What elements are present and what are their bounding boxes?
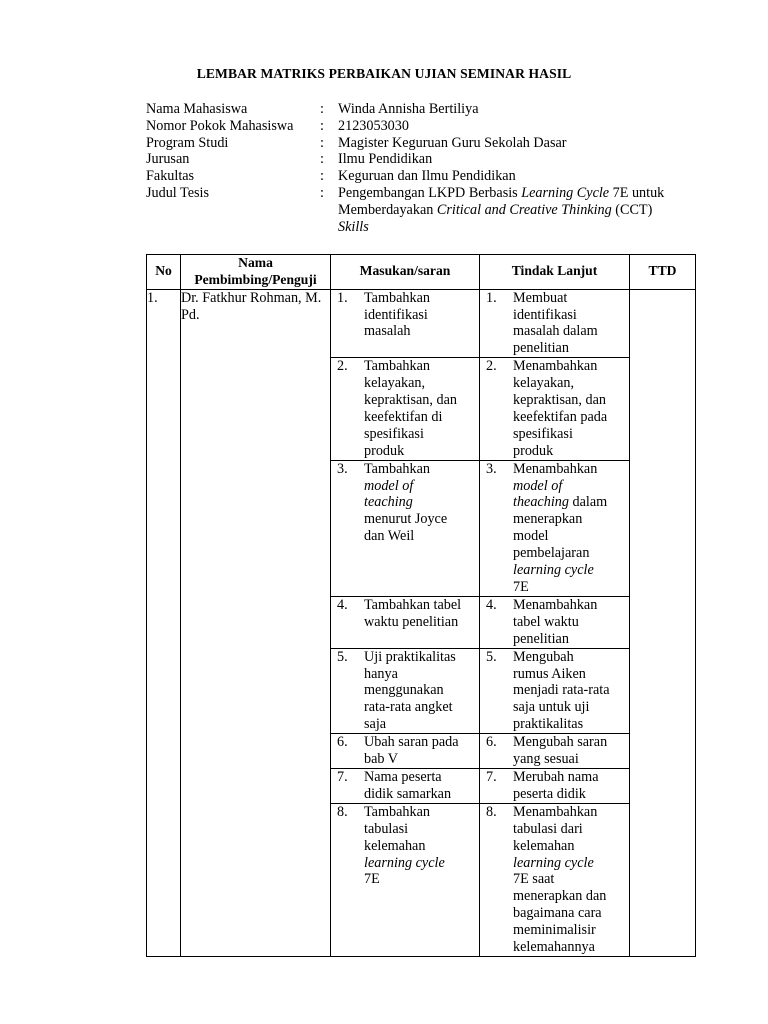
document-title: LEMBAR MATRIKS PERBAIKAN UJIAN SEMINAR HASIL <box>196 66 572 81</box>
item-line <box>364 666 477 683</box>
item-number: 3. <box>486 460 497 477</box>
item-line <box>364 461 477 478</box>
item-line <box>513 426 627 443</box>
header-no: No <box>147 255 181 290</box>
item-line <box>513 375 627 392</box>
cell-follow-up <box>480 358 630 460</box>
item-segment: masalah <box>364 323 411 340</box>
cell-follow-up <box>480 460 630 596</box>
info-row-npm <box>146 118 688 135</box>
item-segment: Menambahkan <box>513 803 598 820</box>
item-line <box>364 682 477 699</box>
thesis-title-part: Pengembangan LKPD Berbasis <box>338 184 522 201</box>
cell-input <box>331 803 480 956</box>
item-text <box>513 597 627 648</box>
item <box>480 597 629 648</box>
cell-input <box>331 734 480 769</box>
info-colon: : <box>320 184 324 201</box>
info-value: 2123053030 <box>338 117 409 134</box>
info-label: Program Studi <box>146 134 229 151</box>
item-text <box>513 804 627 956</box>
item-line <box>513 494 627 511</box>
info-colon: : <box>320 117 324 134</box>
info-label: Jurusan <box>146 151 190 168</box>
item-line <box>513 838 627 855</box>
cell-follow-up <box>480 648 630 734</box>
item-segment: keefektifan di <box>364 408 443 425</box>
item-line <box>364 821 477 838</box>
item-segment: identifikasi <box>364 306 428 323</box>
item-segment: model <box>513 528 549 545</box>
item-segment: kepraktisan, dan <box>364 392 457 409</box>
item-segment: Tambahkan <box>364 289 430 306</box>
cell-examiner-name: Dr. Fatkhur Rohman, M. Pd. <box>181 289 331 956</box>
header-follow-up: Tindak Lanjut <box>480 255 630 290</box>
cell-no: 1. <box>147 289 181 956</box>
item-number: 1. <box>337 289 348 306</box>
info-label: Nama Mahasiswa <box>146 101 248 117</box>
item-line <box>513 409 627 426</box>
item-line <box>364 528 477 545</box>
item-segment: Ubah saran pada <box>364 734 459 751</box>
item-segment: kelayakan, <box>364 375 426 392</box>
item-segment: Menambahkan <box>513 460 598 477</box>
item-line <box>513 614 627 631</box>
item-segment: model of <box>364 477 414 494</box>
thesis-title-part: Learning Cycle <box>521 184 610 201</box>
thesis-title-part: Skills <box>338 218 369 235</box>
info-colon: : <box>320 151 324 168</box>
item-line <box>364 804 477 821</box>
cell-input <box>331 289 480 358</box>
item-segment: Tambahkan <box>364 358 430 375</box>
info-value: Keguruan dan Ilmu Pendidikan <box>338 168 516 185</box>
item-line <box>513 649 627 666</box>
item-line <box>364 358 477 375</box>
item-number: 1. <box>486 289 497 306</box>
info-value: Ilmu Pendidikan <box>338 151 433 168</box>
item-line <box>513 562 627 579</box>
info-row-faculty <box>146 168 688 185</box>
item-segment: model of <box>513 477 563 494</box>
thesis-title-part: Critical and Creative Thinking <box>436 201 612 218</box>
item <box>331 597 479 631</box>
item-line <box>513 821 627 838</box>
info-value: Winda Annisha Bertiliya <box>338 101 479 117</box>
item-line <box>513 804 627 821</box>
item-text <box>364 649 477 734</box>
item-line <box>364 751 477 768</box>
info-row-department <box>146 151 688 168</box>
item-line <box>364 494 477 511</box>
header-ttd: TTD <box>630 255 696 290</box>
item <box>331 358 479 459</box>
info-row-thesis-title <box>146 185 688 235</box>
item-line <box>513 855 627 872</box>
item-line <box>513 734 627 751</box>
item-segment: Uji praktikalitas <box>364 648 456 665</box>
thesis-title-part: 7E untuk Memberdayakan <box>338 184 665 218</box>
item-line <box>513 307 627 324</box>
item-line <box>513 461 627 478</box>
item <box>331 769 479 803</box>
item-segment: menggunakan <box>364 682 444 699</box>
item-line <box>364 716 477 733</box>
item <box>331 804 479 889</box>
item-segment: produk <box>364 442 405 459</box>
item-segment: tabulasi dari <box>513 820 583 837</box>
item-segment: produk <box>513 442 554 459</box>
item-line <box>364 855 477 872</box>
item-line <box>513 579 627 596</box>
thesis-title-value <box>338 185 680 235</box>
item-number: 8. <box>337 803 348 820</box>
item-line <box>513 511 627 528</box>
item-segment: bagaimana cara <box>513 905 602 922</box>
item-text <box>364 290 477 341</box>
item-line <box>364 409 477 426</box>
item <box>331 734 479 768</box>
item-segment: kelemahan <box>364 837 426 854</box>
item-line <box>513 597 627 614</box>
info-label: Nomor Pokok Mahasiswa <box>146 117 294 134</box>
item-segment: teaching <box>364 494 413 511</box>
item-number: 4. <box>337 596 348 613</box>
item <box>480 804 629 956</box>
thesis-title-part: (CCT) <box>611 201 653 218</box>
item-segment: pembelajaran <box>513 545 590 562</box>
item <box>331 290 479 341</box>
item-line <box>513 922 627 939</box>
item-segment: Nama peserta <box>364 768 442 785</box>
item-segment: 7E saat <box>513 871 555 888</box>
cell-input <box>331 648 480 734</box>
item-line <box>364 786 477 803</box>
cell-follow-up <box>480 596 630 648</box>
item-segment: penelitian <box>513 630 569 647</box>
item-line <box>513 769 627 786</box>
item-line <box>364 614 477 631</box>
item-line <box>513 786 627 803</box>
item <box>480 734 629 768</box>
item-segment: bab V <box>364 751 399 768</box>
item-segment: praktikalitas <box>513 716 584 733</box>
item-line <box>364 443 477 460</box>
item-segment: Menambahkan <box>513 358 598 375</box>
item-text <box>364 358 477 459</box>
info-label: Fakultas <box>146 168 195 185</box>
item-segment: learning cycle <box>513 854 594 871</box>
item-segment: hanya <box>364 665 398 682</box>
item-text <box>364 734 477 768</box>
item-segment: kelemahannya <box>513 939 595 956</box>
cell-follow-up <box>480 289 630 358</box>
item-line <box>364 699 477 716</box>
item-segment: Mengubah <box>513 648 574 665</box>
item-segment: didik samarkan <box>364 785 452 802</box>
item-segment: learning cycle <box>513 562 594 579</box>
info-colon: : <box>320 168 324 185</box>
item <box>480 290 629 358</box>
item-number: 3. <box>337 460 348 477</box>
item-segment: Tambahkan <box>364 460 430 477</box>
item-number: 2. <box>486 358 497 375</box>
revision-matrix-table <box>146 254 696 957</box>
cell-input <box>331 768 480 803</box>
item-number: 6. <box>486 734 497 751</box>
info-value: Magister Keguruan Guru Sekolah Dasar <box>338 134 567 151</box>
item-segment: kelayakan, <box>513 375 575 392</box>
item-line <box>513 443 627 460</box>
item-line <box>513 666 627 683</box>
item-segment: learning cycle <box>364 854 445 871</box>
item-line <box>513 939 627 956</box>
item-line <box>513 682 627 699</box>
item-segment: meminimalisir <box>513 922 596 939</box>
item-segment: 7E <box>513 579 529 595</box>
item-number: 2. <box>337 358 348 375</box>
item-line <box>513 751 627 768</box>
item-line <box>513 545 627 562</box>
cell-input <box>331 460 480 596</box>
item-segment: tabulasi <box>364 820 409 837</box>
item-line <box>364 307 477 324</box>
item-segment: Menambahkan <box>513 596 598 613</box>
item-text <box>513 769 627 803</box>
item-number: 8. <box>486 803 497 820</box>
item <box>480 358 629 459</box>
item-line <box>364 323 477 340</box>
item-number: 4. <box>486 596 497 613</box>
item-segment: saja untuk uji <box>513 699 590 716</box>
item-text <box>364 597 477 631</box>
item-line <box>364 734 477 751</box>
item-line <box>364 871 477 888</box>
item-line <box>513 905 627 922</box>
item-line <box>513 290 627 307</box>
item-line <box>513 392 627 409</box>
item-segment: rata-rata angket <box>364 699 453 716</box>
item-number: 6. <box>337 734 348 751</box>
item-segment: menjadi rata-rata <box>513 682 610 699</box>
item-number: 7. <box>337 768 348 785</box>
item-text <box>364 769 477 803</box>
header-examiner: Nama Pembimbing/Penguji <box>181 255 331 290</box>
item-line <box>513 699 627 716</box>
item-segment: tabel waktu <box>513 613 579 630</box>
item-line <box>513 323 627 340</box>
item-segment: identifikasi <box>513 306 577 323</box>
item-text <box>364 804 477 889</box>
item-segment: Membuat <box>513 289 568 306</box>
item <box>480 769 629 803</box>
cell-follow-up <box>480 768 630 803</box>
cell-ttd <box>630 289 696 956</box>
info-colon: : <box>320 101 324 117</box>
item-segment: Tambahkan <box>364 803 430 820</box>
item-line <box>364 426 477 443</box>
item-line <box>364 511 477 528</box>
info-colon: : <box>320 134 324 151</box>
item <box>480 461 629 596</box>
table-header-row <box>147 255 696 290</box>
item-segment: peserta didik <box>513 785 586 802</box>
item-line <box>513 340 627 357</box>
item-segment: spesifikasi <box>513 425 573 442</box>
item-segment: kepraktisan, dan <box>513 392 606 409</box>
student-info <box>146 101 688 235</box>
item-segment: rumus Aiken <box>513 665 586 682</box>
item-segment: saja <box>364 716 387 733</box>
item-segment: dalam <box>568 494 608 511</box>
item-segment: masalah dalam <box>513 323 598 340</box>
item-segment: menerapkan <box>513 511 583 528</box>
item-line <box>364 649 477 666</box>
info-label: Judul Tesis <box>146 184 209 201</box>
item <box>331 649 479 734</box>
item-line <box>364 597 477 614</box>
item-line <box>364 478 477 495</box>
item-line <box>364 838 477 855</box>
item-segment: waktu penelitian <box>364 613 459 630</box>
table-row <box>147 289 696 358</box>
item-segment: spesifikasi <box>364 425 424 442</box>
cell-follow-up <box>480 803 630 956</box>
item-text <box>513 461 627 596</box>
item-number: 5. <box>486 648 497 665</box>
item-text <box>513 649 627 734</box>
item-segment: kelemahan <box>513 837 575 854</box>
item-line <box>513 358 627 375</box>
item-line <box>364 290 477 307</box>
item-text <box>513 358 627 459</box>
item-segment: menurut Joyce <box>364 511 448 528</box>
item-line <box>513 528 627 545</box>
item-segment: dan Weil <box>364 528 415 545</box>
header-input: Masukan/saran <box>331 255 480 290</box>
item-text <box>513 290 627 358</box>
item <box>480 649 629 734</box>
cell-input <box>331 596 480 648</box>
item-line <box>364 375 477 392</box>
item-segment: 7E <box>364 871 380 888</box>
item-line <box>513 888 627 905</box>
item-number: 5. <box>337 648 348 665</box>
item-line <box>364 392 477 409</box>
item-segment: keefektifan pada <box>513 408 608 425</box>
item-segment: Merubah nama <box>513 768 599 785</box>
item-text <box>513 734 627 768</box>
item-segment: yang sesuai <box>513 751 579 768</box>
cell-follow-up <box>480 734 630 769</box>
info-row-name <box>146 101 688 118</box>
info-row-program <box>146 135 688 152</box>
item-segment: theaching <box>513 494 569 511</box>
item-segment: menerapkan dan <box>513 888 607 905</box>
item-segment: penelitian <box>513 340 569 357</box>
item-line <box>513 631 627 648</box>
item-line <box>513 716 627 733</box>
item-line <box>513 478 627 495</box>
item-segment: Tambahkan tabel <box>364 596 462 613</box>
cell-input <box>331 358 480 460</box>
item-number: 7. <box>486 768 497 785</box>
item-line <box>513 871 627 888</box>
item-text <box>364 461 477 546</box>
item <box>331 461 479 546</box>
item-segment: Mengubah saran <box>513 734 608 751</box>
item-line <box>364 769 477 786</box>
